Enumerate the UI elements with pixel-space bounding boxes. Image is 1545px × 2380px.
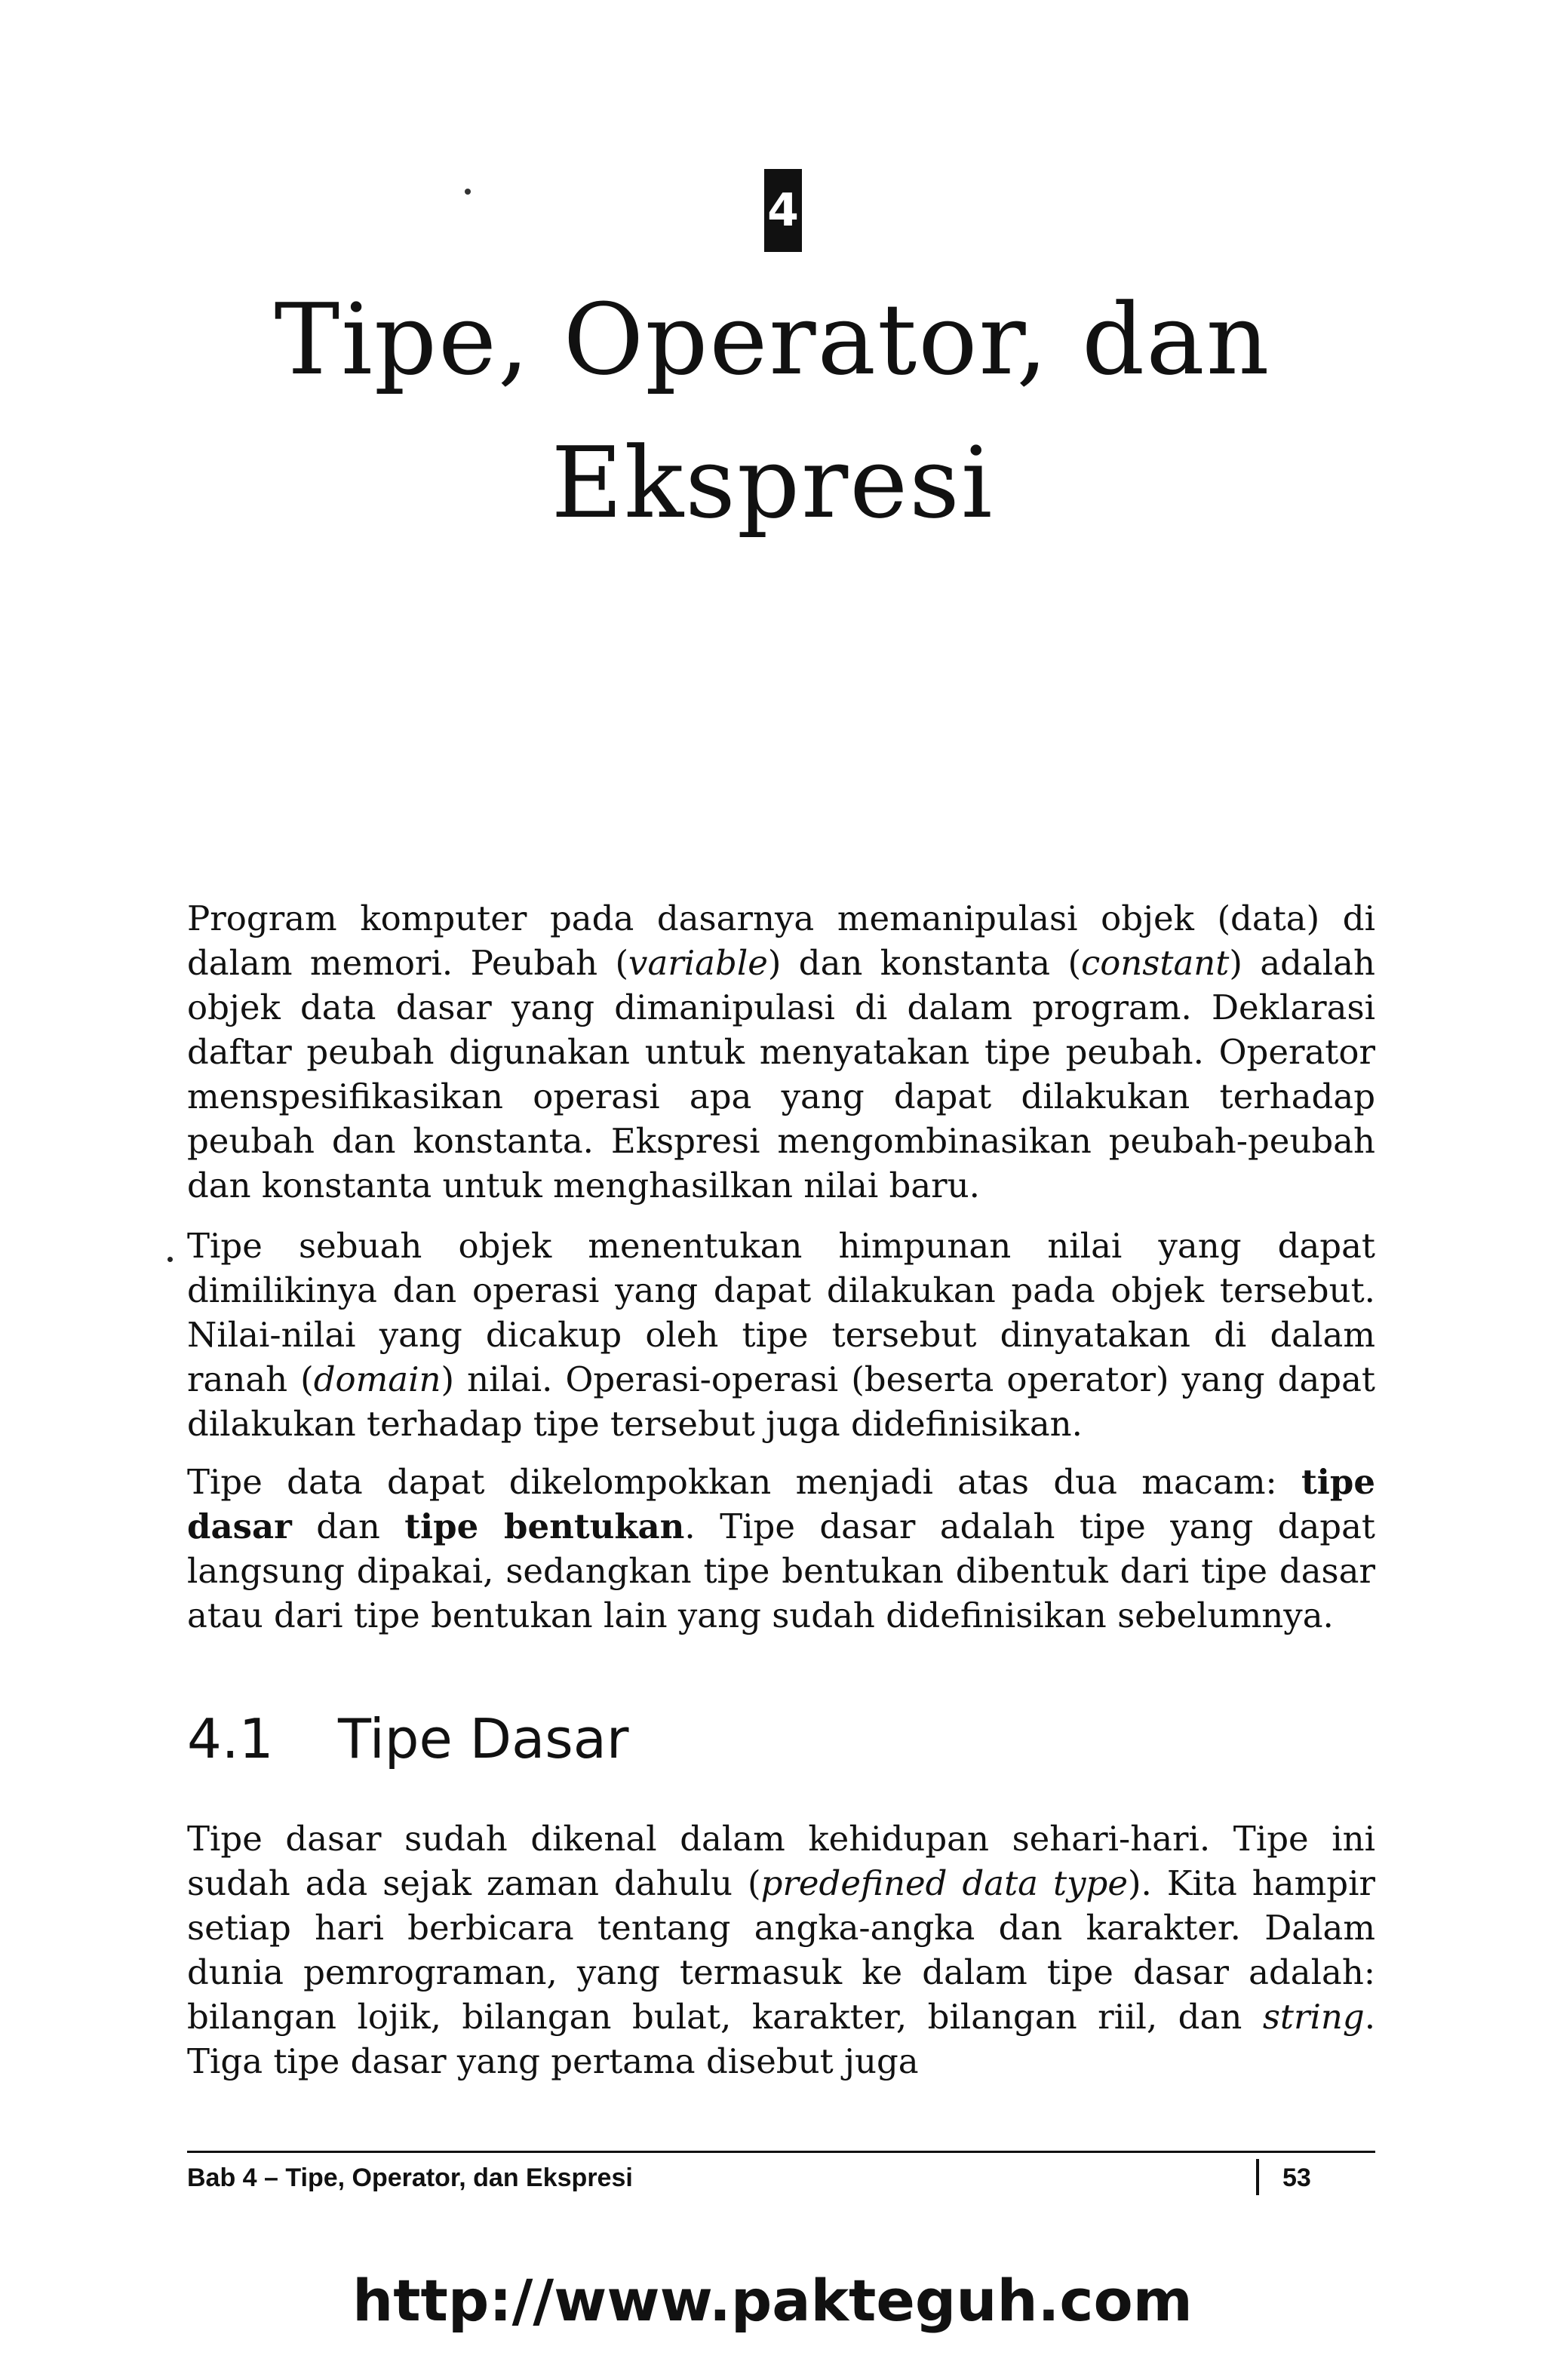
text-run: dan: [291, 1506, 405, 1546]
term-tipe-dasar: tipe dasar: [187, 1462, 1375, 1546]
text-run: ). Kita hampir setiap hari berbicara tentang angka-angka dan karakter. Dalam dunia pemrograman, yang termasuk ke dalam tipe dasar adalah: bilangan lojik, bilangan bulat, karakter, bilangan riil, dan: [187, 1863, 1375, 2037]
paragraph-basic-types: [187, 1816, 1375, 2084]
chapter-number: 4: [767, 184, 799, 237]
text-run: . Tiga tipe dasar yang pertama disebut juga: [187, 1997, 1375, 2081]
footer-rule: [187, 2151, 1375, 2153]
text-run: ) nilai. Operasi-operasi (beserta operator) yang dapat dilakukan terhadap tipe tersebut juga didefinisikan.: [187, 1359, 1375, 1444]
section-heading: [187, 1701, 628, 1777]
chapter-number-badge: [764, 169, 802, 252]
chapter-title-line1: Tipe, Operator, dan: [274, 282, 1271, 397]
term-domain: domain: [313, 1359, 441, 1399]
page-number: 53: [1282, 2163, 1311, 2192]
chapter-title-line2: Ekspresi: [551, 425, 994, 540]
term-variable: variable: [628, 943, 768, 983]
term-predefined-data-type: predefined data type: [760, 1863, 1128, 1903]
running-head: Bab 4 – Tipe, Operator, dan Ekspresi: [187, 2163, 633, 2192]
text-run: Program komputer pada dasarnya memanipulasi objek (data) di dalam memori. Peubah (: [187, 898, 1375, 983]
paragraph-type-groups: [187, 1460, 1375, 1638]
paragraph-type-object: [187, 1224, 1375, 1446]
term-string: string: [1262, 1997, 1365, 2037]
term-tipe-bentukan: tipe bentukan: [404, 1506, 685, 1546]
text-run: Tipe sebuah objek menentukan himpunan nilai yang dapat dimilikinya dan operasi yang dapat dilakukan pada objek tersebut. Nilai-nilai yang dicakup oleh tipe tersebut dinyatakan di dalam ranah (: [187, 1226, 1375, 1399]
text-run: ) adalah objek data dasar yang dimanipulasi di dalam program. Deklarasi daftar peubah digunakan untuk menyatakan tipe peubah. Operator menspesifikasikan operasi apa yang dapat dilakukan terhadap peubah dan konstanta. Ekspresi mengombinasikan peubah-peubah dan konstanta untuk menghasilkan nilai baru.: [187, 943, 1375, 1205]
paragraph-intro: [187, 896, 1375, 1208]
term-constant: constant: [1081, 943, 1230, 983]
chapter-title: [0, 268, 1545, 554]
text-run: Tipe dasar sudah dikenal dalam kehidupan sehari-hari. Tipe ini sudah ada sejak zaman dahulu (: [187, 1819, 1375, 1903]
margin-dot: [167, 1257, 173, 1262]
footer-separator: [1256, 2159, 1259, 2195]
section-title: Tipe Dasar: [338, 1707, 629, 1770]
section-number: 4.1: [187, 1707, 274, 1770]
text-run: ) dan konstanta (: [767, 943, 1082, 983]
scan-speck: [465, 189, 471, 195]
watermark-url: http://www.pakteguh.com: [352, 2267, 1193, 2334]
text-run: . Tipe dasar adalah tipe yang dapat langsung dipakai, sedangkan tipe bentukan dibentuk dari tipe dasar atau dari tipe bentukan lain yang sudah didefinisikan sebelumnya.: [187, 1506, 1376, 1635]
text-run: Tipe data dapat dikelompokkan menjadi atas dua macam:: [187, 1462, 1302, 1502]
